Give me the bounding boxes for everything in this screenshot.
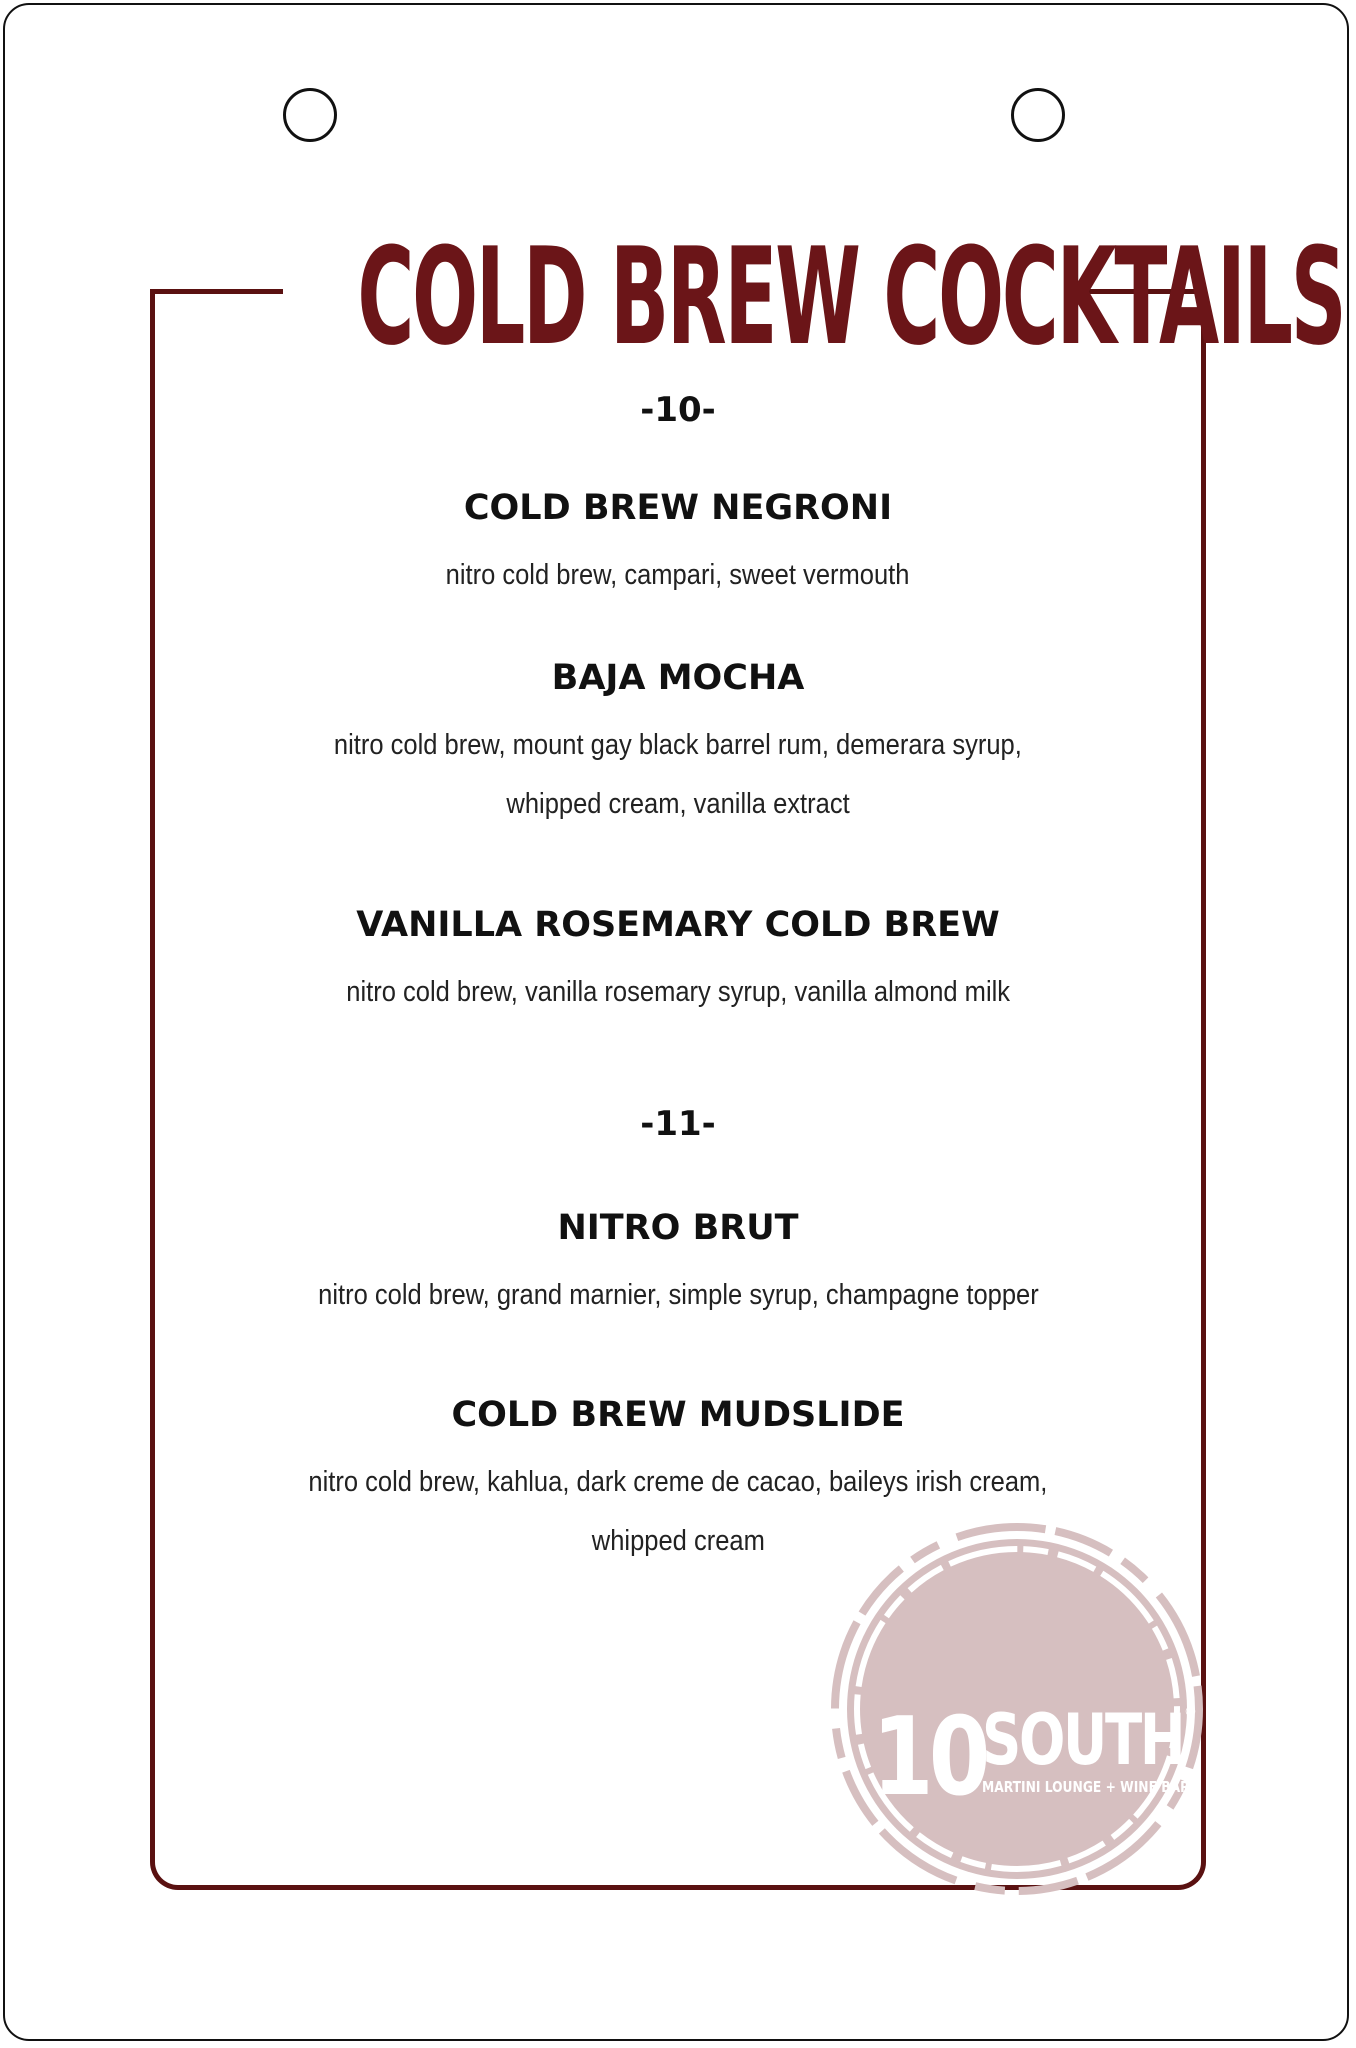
item-name: BAJA MOCHA bbox=[551, 658, 805, 698]
punch-hole-left bbox=[283, 88, 337, 142]
logo-number: 10 bbox=[872, 1694, 986, 1821]
logo-name: SOUTH bbox=[982, 1699, 1184, 1781]
logo-tagline: MARTINI LOUNGE + WINE BAR bbox=[982, 1778, 1190, 1797]
restaurant-logo bbox=[822, 1514, 1212, 1904]
item-name: NITRO BRUT bbox=[557, 1208, 799, 1248]
price-heading-11: -11- bbox=[640, 1104, 716, 1144]
item-description: nitro cold brew, kahlua, dark creme de cacao, baileys irish cream, bbox=[308, 1466, 1048, 1498]
item-description: nitro cold brew, vanilla rosemary syrup, vanilla almond milk bbox=[346, 976, 1010, 1008]
item-description: whipped cream bbox=[591, 1525, 765, 1557]
item-description: nitro cold brew, mount gay black barrel rum, demerara syrup, bbox=[334, 729, 1022, 761]
menu-title: COLD BREW COCKTAILS bbox=[357, 219, 1345, 375]
item-description: nitro cold brew, grand marnier, simple syrup, champagne topper bbox=[317, 1279, 1039, 1311]
item-description: whipped cream, vanilla extract bbox=[506, 788, 850, 820]
item-description: nitro cold brew, campari, sweet vermouth bbox=[446, 559, 910, 591]
price-heading-10: -10- bbox=[640, 390, 716, 430]
punch-hole-right bbox=[1011, 88, 1065, 142]
item-name: COLD BREW NEGRONI bbox=[463, 488, 893, 528]
item-name: VANILLA ROSEMARY COLD BREW bbox=[356, 905, 1000, 945]
item-name: COLD BREW MUDSLIDE bbox=[451, 1395, 905, 1435]
logo-registered-mark: ® bbox=[1184, 1705, 1197, 1720]
